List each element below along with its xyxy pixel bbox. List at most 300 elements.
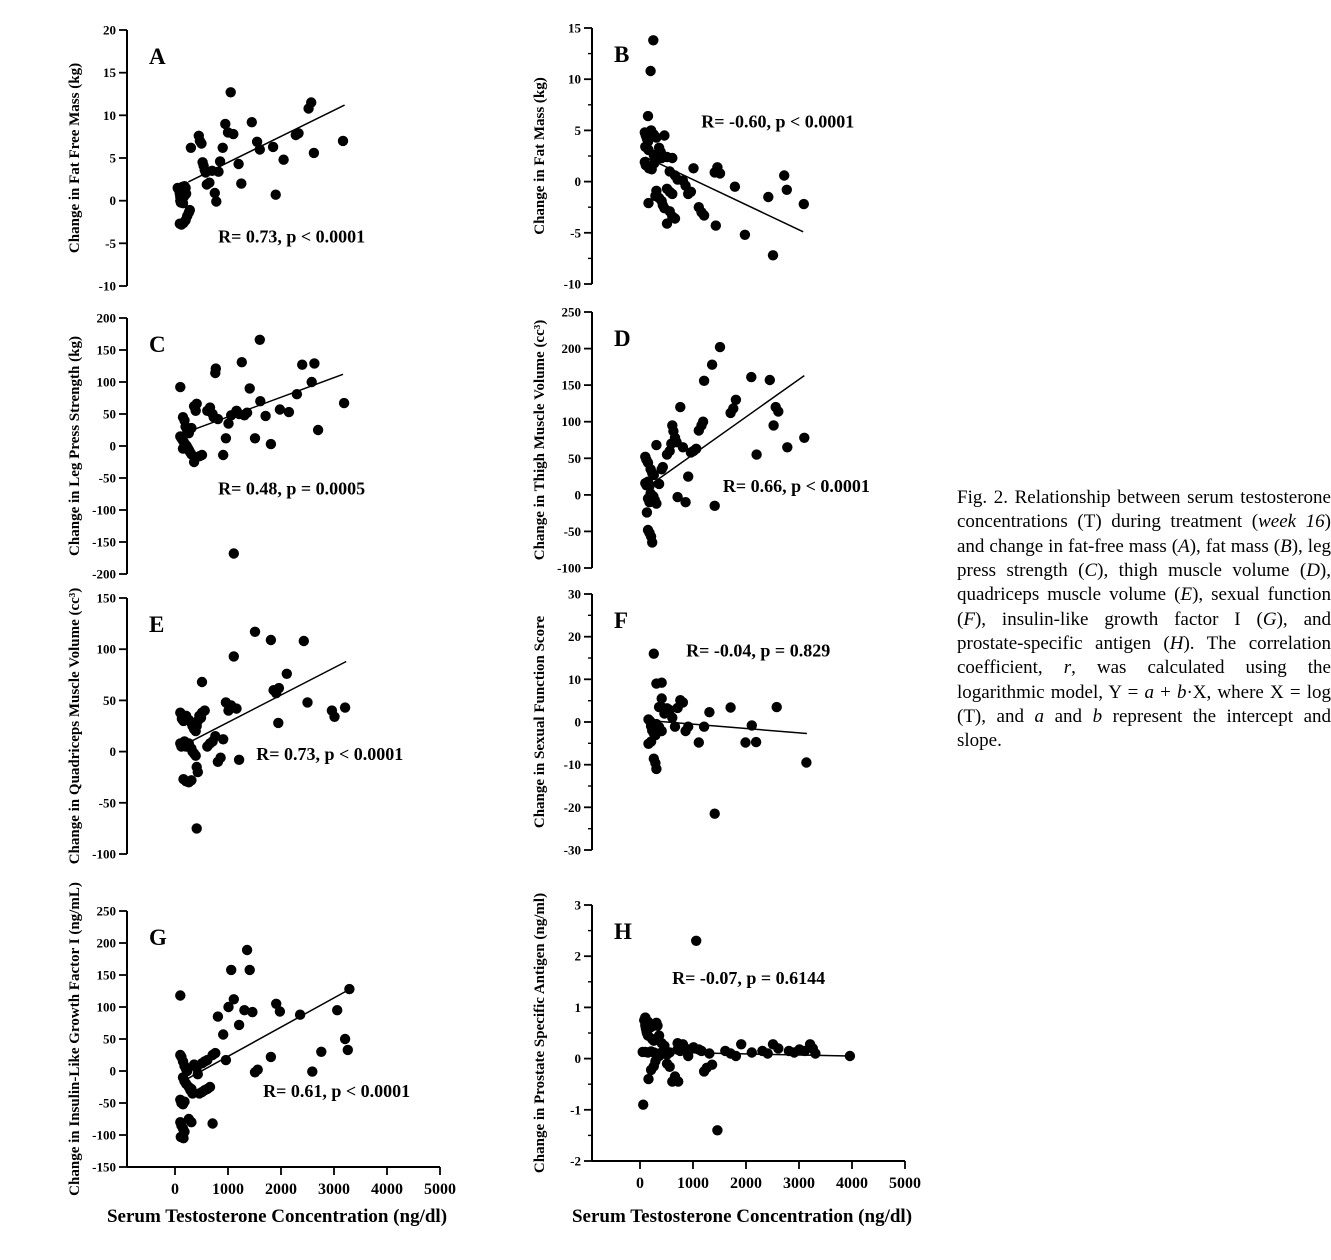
scatter-plot-D <box>527 297 987 582</box>
data-point <box>740 230 750 240</box>
svg-text:30: 30 <box>568 586 581 602</box>
y-axis-ticks <box>99 23 127 294</box>
svg-text:-50: -50 <box>563 523 581 539</box>
data-point <box>245 965 255 975</box>
data-point <box>683 471 693 481</box>
svg-text:0: 0 <box>636 1175 644 1192</box>
data-point <box>218 450 228 460</box>
data-point <box>297 360 307 370</box>
data-point <box>192 399 202 409</box>
data-point <box>643 1074 653 1084</box>
data-point <box>293 128 303 138</box>
svg-text:5: 5 <box>574 122 581 138</box>
data-point <box>242 945 252 955</box>
data-point <box>292 389 302 399</box>
data-point <box>715 342 725 352</box>
svg-text:2: 2 <box>574 948 581 964</box>
data-point <box>271 190 281 200</box>
svg-text:15: 15 <box>568 20 581 36</box>
svg-text:200: 200 <box>96 935 116 951</box>
svg-text:-5: -5 <box>570 225 581 241</box>
data-point <box>211 196 221 206</box>
data-point <box>295 1010 305 1020</box>
svg-text:-100: -100 <box>92 1127 116 1143</box>
data-point <box>207 1118 217 1128</box>
data-point <box>715 168 725 178</box>
data-point <box>309 148 319 158</box>
y-axis-title: Change in Thigh Muscle Volume (cc³) <box>532 319 548 561</box>
svg-text:4000: 4000 <box>371 1181 403 1198</box>
data-point <box>688 163 698 173</box>
svg-text:-10: -10 <box>563 757 581 773</box>
y-axis-ticks <box>564 587 592 858</box>
y-axis-title: Change in Fat Free Mass (kg) <box>67 62 83 254</box>
x-axis-title-right: Serum Testosterone Concentration (ng/dl) <box>571 1206 913 1227</box>
svg-text:250: 250 <box>96 903 116 919</box>
data-point <box>226 965 236 975</box>
svg-text:-10: -10 <box>563 276 581 292</box>
data-point <box>678 697 688 707</box>
data-points <box>175 627 350 834</box>
data-point <box>694 737 704 747</box>
data-point <box>193 1069 203 1079</box>
correlation-annotation: R= -0.04, p = 0.829 <box>686 640 831 661</box>
correlation-annotation: R= -0.07, p = 0.6144 <box>672 967 826 988</box>
data-point <box>275 404 285 414</box>
svg-text:100: 100 <box>96 999 116 1015</box>
trend-line <box>191 662 346 742</box>
scatter-plot-C <box>62 303 522 588</box>
svg-text:-50: -50 <box>98 1095 116 1111</box>
data-point <box>332 1005 342 1015</box>
svg-text:15: 15 <box>103 65 116 81</box>
data-point <box>773 1043 783 1053</box>
data-point <box>642 507 652 517</box>
data-point <box>845 1051 855 1061</box>
data-point <box>274 683 284 693</box>
data-point <box>229 651 239 661</box>
data-point <box>242 408 252 418</box>
data-point <box>645 66 655 76</box>
panel-letter: H <box>614 919 632 944</box>
svg-text:150: 150 <box>561 377 581 393</box>
data-point <box>773 406 783 416</box>
data-point <box>638 1100 648 1110</box>
svg-text:100: 100 <box>96 374 116 390</box>
data-point <box>736 1039 746 1049</box>
data-point <box>659 130 669 140</box>
scatter-plot-F <box>527 579 987 864</box>
data-point <box>665 1062 675 1072</box>
data-point <box>667 153 677 163</box>
data-point <box>707 1060 717 1070</box>
data-point <box>725 702 735 712</box>
data-point <box>343 1045 353 1055</box>
data-point <box>273 718 283 728</box>
data-point <box>266 439 276 449</box>
svg-text:5000: 5000 <box>424 1181 456 1198</box>
data-point <box>657 726 667 736</box>
data-point <box>662 218 672 228</box>
y-axis-ticks <box>92 904 127 1175</box>
data-point <box>658 462 668 472</box>
x-axis-ticks <box>171 1167 456 1198</box>
svg-text:4000: 4000 <box>836 1175 868 1192</box>
svg-text:-1: -1 <box>570 1102 581 1118</box>
data-point <box>307 1066 317 1076</box>
data-point <box>215 753 225 763</box>
data-point <box>218 1029 228 1039</box>
svg-text:0: 0 <box>574 174 581 190</box>
data-point <box>763 1048 773 1058</box>
data-point <box>231 703 241 713</box>
trend-line <box>183 989 350 1081</box>
svg-text:20: 20 <box>568 629 581 645</box>
data-point <box>710 809 720 819</box>
svg-text:-150: -150 <box>92 1159 116 1175</box>
data-point <box>747 720 757 730</box>
data-point <box>218 734 228 744</box>
data-point <box>266 1052 276 1062</box>
svg-text:-20: -20 <box>563 799 581 815</box>
svg-text:100: 100 <box>96 641 116 657</box>
data-point <box>204 178 214 188</box>
svg-text:2000: 2000 <box>265 1181 297 1198</box>
svg-text:0: 0 <box>171 1181 179 1198</box>
y-axis-title: Change in Fat Mass (kg) <box>532 77 548 235</box>
svg-text:3: 3 <box>574 897 581 913</box>
data-point <box>699 376 709 386</box>
data-point <box>648 35 658 45</box>
data-point <box>229 548 239 558</box>
correlation-annotation: R= -0.60, p < 0.0001 <box>701 111 855 132</box>
data-point <box>229 994 239 1004</box>
data-point <box>215 156 225 166</box>
data-point <box>253 1065 263 1075</box>
y-axis-title: Change in Sexual Function Score <box>532 615 548 829</box>
data-point <box>652 1021 662 1031</box>
data-point <box>801 757 811 767</box>
data-point <box>649 1061 659 1071</box>
data-point <box>247 117 257 127</box>
data-point <box>779 170 789 180</box>
svg-text:10: 10 <box>103 107 116 123</box>
data-point <box>799 199 809 209</box>
data-point <box>651 498 661 508</box>
data-point <box>179 1097 189 1107</box>
svg-text:-5: -5 <box>105 235 116 251</box>
data-point <box>646 736 656 746</box>
data-points <box>173 87 349 230</box>
scatter-plot-H <box>527 890 987 1220</box>
data-point <box>657 678 667 688</box>
data-point <box>704 707 714 717</box>
data-point <box>221 433 231 443</box>
svg-text:-50: -50 <box>98 470 116 486</box>
data-point <box>691 936 701 946</box>
data-point <box>707 360 717 370</box>
svg-text:10: 10 <box>568 671 581 687</box>
panel-letter: C <box>149 332 166 357</box>
y-axis-ticks <box>92 311 127 582</box>
svg-text:150: 150 <box>96 590 116 606</box>
data-point <box>178 774 188 784</box>
correlation-annotation: R= 0.48, p = 0.0005 <box>218 478 366 499</box>
data-point <box>250 627 260 637</box>
data-point <box>186 423 196 433</box>
data-points <box>175 335 349 559</box>
data-point <box>340 1034 350 1044</box>
y-axis-ticks <box>557 305 592 576</box>
data-point <box>730 182 740 192</box>
svg-text:-10: -10 <box>98 278 116 294</box>
data-point <box>213 167 223 177</box>
data-point <box>306 97 316 107</box>
data-point <box>649 649 659 659</box>
data-point <box>747 1047 757 1057</box>
svg-text:2000: 2000 <box>730 1175 762 1192</box>
data-point <box>768 250 778 260</box>
data-point <box>763 192 773 202</box>
y-axis-ticks <box>92 591 127 862</box>
svg-text:250: 250 <box>561 304 581 320</box>
svg-text:0: 0 <box>574 487 581 503</box>
data-point <box>712 1125 722 1135</box>
svg-text:0: 0 <box>574 1051 581 1067</box>
svg-text:0: 0 <box>109 1063 116 1079</box>
data-point <box>746 372 756 382</box>
data-point <box>255 396 265 406</box>
data-point <box>313 425 323 435</box>
data-point <box>647 537 657 547</box>
data-point <box>299 636 309 646</box>
data-point <box>284 407 294 417</box>
data-point <box>344 984 354 994</box>
panel-letter: E <box>149 612 165 637</box>
correlation-annotation: R= 0.73, p < 0.0001 <box>218 226 366 247</box>
data-point <box>178 443 188 453</box>
svg-text:150: 150 <box>96 342 116 358</box>
data-point <box>765 375 775 385</box>
svg-text:-50: -50 <box>98 795 116 811</box>
svg-text:-100: -100 <box>92 502 116 518</box>
data-point <box>233 159 243 169</box>
data-point <box>751 449 761 459</box>
data-point <box>772 702 782 712</box>
y-axis-ticks <box>564 21 592 292</box>
scatter-plot-G <box>62 882 522 1226</box>
data-point <box>178 1133 188 1143</box>
data-points <box>640 342 809 548</box>
x-axis-title-left: Serum Testosterone Concentration (ng/dl) <box>106 1206 448 1227</box>
data-point <box>683 1051 693 1061</box>
data-point <box>268 142 278 152</box>
svg-text:1: 1 <box>574 999 581 1015</box>
data-point <box>302 697 312 707</box>
data-point <box>228 129 238 139</box>
svg-text:200: 200 <box>96 310 116 326</box>
correlation-annotation: R= 0.73, p < 0.0001 <box>256 743 404 764</box>
data-point <box>651 440 661 450</box>
scatter-plot-B <box>527 13 987 298</box>
data-point <box>197 677 207 687</box>
svg-text:20: 20 <box>103 22 116 38</box>
data-point <box>234 1020 244 1030</box>
data-point <box>643 198 653 208</box>
svg-text:5000: 5000 <box>889 1175 921 1192</box>
data-point <box>193 767 203 777</box>
svg-text:200: 200 <box>561 341 581 357</box>
data-point <box>175 990 185 1000</box>
data-point <box>309 358 319 368</box>
data-point <box>192 823 202 833</box>
data-point <box>667 189 677 199</box>
data-point <box>185 205 195 215</box>
svg-text:0: 0 <box>109 193 116 209</box>
data-point <box>751 737 761 747</box>
svg-text:-200: -200 <box>92 566 116 582</box>
data-point <box>643 111 653 121</box>
data-point <box>698 417 708 427</box>
svg-text:3000: 3000 <box>318 1181 350 1198</box>
data-point <box>226 87 236 97</box>
y-axis-title: Change in Prostate Specific Antigen (ng/ml) <box>532 892 548 1174</box>
correlation-annotation: R= 0.66, p < 0.0001 <box>722 475 870 496</box>
data-point <box>711 220 721 230</box>
data-point <box>782 442 792 452</box>
y-axis-title: Change in Quadriceps Muscle Volume (cc³) <box>67 587 83 865</box>
svg-text:-30: -30 <box>563 842 581 858</box>
x-axis-ticks <box>636 1161 921 1192</box>
data-point <box>316 1047 326 1057</box>
svg-text:3000: 3000 <box>783 1175 815 1192</box>
data-point <box>213 414 223 424</box>
data-point <box>175 382 185 392</box>
svg-text:5: 5 <box>109 150 116 166</box>
data-point <box>731 1051 741 1061</box>
data-point <box>340 702 350 712</box>
data-point <box>651 764 661 774</box>
data-point <box>275 1006 285 1016</box>
data-point <box>673 1076 683 1086</box>
data-point <box>255 335 265 345</box>
data-point <box>329 712 339 722</box>
data-point <box>191 751 201 761</box>
data-point <box>704 1048 714 1058</box>
data-point <box>197 450 207 460</box>
data-point <box>731 395 741 405</box>
data-point <box>278 155 288 165</box>
data-point <box>282 669 292 679</box>
data-point <box>181 189 191 199</box>
svg-text:0: 0 <box>574 714 581 730</box>
data-point <box>186 1117 196 1127</box>
data-point <box>799 433 809 443</box>
data-point <box>686 187 696 197</box>
data-point <box>675 402 685 412</box>
svg-text:0: 0 <box>109 438 116 454</box>
data-point <box>667 713 677 723</box>
data-point <box>196 138 206 148</box>
data-point <box>255 144 265 154</box>
data-points <box>638 936 856 1136</box>
data-point <box>266 635 276 645</box>
data-point <box>683 722 693 732</box>
scatter-plot-E <box>62 583 522 868</box>
data-point <box>307 377 317 387</box>
svg-text:-100: -100 <box>557 560 581 576</box>
data-point <box>221 1055 231 1065</box>
svg-text:-150: -150 <box>92 534 116 550</box>
data-point <box>768 420 778 430</box>
data-point <box>654 479 664 489</box>
data-point <box>657 693 667 703</box>
svg-text:50: 50 <box>103 406 116 422</box>
correlation-annotation: R= 0.61, p < 0.0001 <box>263 1081 411 1102</box>
svg-text:-100: -100 <box>92 846 116 862</box>
panel-letter: G <box>149 925 167 950</box>
data-point <box>710 501 720 511</box>
data-point <box>740 737 750 747</box>
data-point <box>211 363 221 373</box>
panel-letter: A <box>149 44 166 69</box>
svg-text:0: 0 <box>109 744 116 760</box>
svg-text:50: 50 <box>568 450 581 466</box>
data-point <box>236 178 246 188</box>
data-point <box>699 210 709 220</box>
data-point <box>237 357 247 367</box>
svg-text:10: 10 <box>568 71 581 87</box>
panel-letter: B <box>614 42 630 67</box>
data-point <box>691 444 701 454</box>
data-point <box>699 722 709 732</box>
data-point <box>260 411 270 421</box>
panel-letter: F <box>614 608 629 633</box>
svg-text:1000: 1000 <box>677 1175 709 1192</box>
svg-text:150: 150 <box>96 967 116 983</box>
data-point <box>213 1011 223 1021</box>
data-point <box>186 143 196 153</box>
svg-text:50: 50 <box>103 1031 116 1047</box>
svg-text:100: 100 <box>561 414 581 430</box>
svg-text:-2: -2 <box>570 1153 581 1169</box>
figure-caption: Fig. 2. Relationship between serum testosterone concentrations (T) during treatment (week 16) and change in fat-free mass (A), fat mass (B), leg press strength (C), thigh muscle volume (D), quadriceps muscle volume (E), sexual function (F), insulin-like growth factor I (G), and prostate-specific antigen (H). The correlation coefficient, r, was calculated using the logarithmic model, Y = a + b·X, where X = log (T), and a and b represent the intercept and slope. <box>957 487 1331 752</box>
data-point <box>210 1048 220 1058</box>
data-point <box>782 185 792 195</box>
data-point <box>670 722 680 732</box>
data-points <box>643 649 811 819</box>
data-point <box>339 398 349 408</box>
data-point <box>234 755 244 765</box>
data-point <box>245 383 255 393</box>
y-axis-title: Change in Insulin-Like Growth Factor I (ng/mL) <box>67 882 83 1196</box>
data-point <box>200 705 210 715</box>
trend-line <box>645 720 807 733</box>
data-points <box>175 945 354 1144</box>
data-point <box>338 136 348 146</box>
svg-text:50: 50 <box>103 692 116 708</box>
data-point <box>680 497 690 507</box>
panel-letter: D <box>614 326 631 351</box>
svg-text:1000: 1000 <box>212 1181 244 1198</box>
data-points <box>640 35 809 260</box>
y-axis-title: Change in Leg Press Strength (kg) <box>67 336 83 556</box>
data-point <box>810 1048 820 1058</box>
scatter-plot-A <box>62 15 522 300</box>
data-point <box>247 1007 257 1017</box>
data-point <box>250 433 260 443</box>
data-point <box>218 143 228 153</box>
